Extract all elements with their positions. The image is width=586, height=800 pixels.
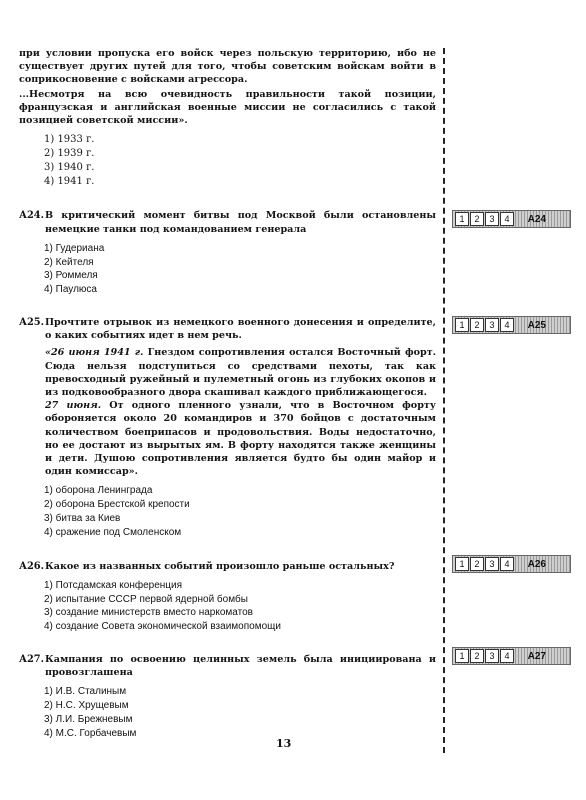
answer-cell[interactable]: 4	[500, 318, 514, 332]
answer-cell[interactable]: 1	[455, 318, 469, 332]
answer-cell[interactable]: 2	[470, 212, 484, 226]
answer-cell[interactable]: 2	[470, 649, 484, 663]
answer-cell[interactable]: 1	[455, 649, 469, 663]
option[interactable]: 2) испытание СССР первой ядерной бомбы	[44, 593, 248, 605]
question-options	[19, 242, 436, 297]
question-a27	[19, 653, 436, 741]
question-text: Какое из названных событий произошло раньше остальных?	[45, 560, 395, 572]
question-text: Прочтите отрывок из немецкого военного донесения и определите, о каких событиях идет в нем речь.	[45, 317, 436, 342]
question-a26	[19, 560, 436, 634]
option[interactable]: 2) Н.С. Хрущевым	[44, 700, 129, 712]
fragment-quote-text: ...Несмотря на всю очевидность правильности такой позиции, французская и английская военные миссии не согласились с такой позицией советской миссии».	[19, 88, 436, 127]
answer-box-a26[interactable]	[452, 555, 571, 573]
question-a24	[19, 209, 436, 297]
answer-box-a24[interactable]	[452, 210, 571, 228]
answer-cell[interactable]: 4	[500, 649, 514, 663]
fragment-intro-text: при условии пропуска его войск через польскую территорию, ибо не существует других путей для того, чтобы советским войскам войти в соприкосновение с войсками агрессора.	[19, 48, 436, 86]
answer-cell[interactable]: 1	[455, 212, 469, 226]
option[interactable]: 4) Паулюса	[44, 284, 97, 296]
option[interactable]: 4) сражение под Смоленском	[44, 526, 182, 538]
answer-cell[interactable]: 3	[485, 649, 499, 663]
option[interactable]: 1) Потсдамская конференция	[44, 579, 183, 591]
question-number: А26.	[19, 560, 45, 572]
page-number: 13	[276, 737, 292, 750]
option[interactable]: 1) Гудериана	[44, 242, 105, 254]
option[interactable]: 1) 1933 г.	[44, 134, 95, 146]
option[interactable]: 3) Л.И. Брежневым	[44, 714, 133, 726]
option[interactable]: 4) 1941 г.	[44, 175, 95, 187]
question-text: В критический момент битвы под Москвой были остановлены немецкие танки под командованием генерала	[45, 210, 436, 235]
answer-box-a25[interactable]	[452, 316, 571, 334]
option[interactable]: 3) Роммеля	[44, 270, 98, 282]
answer-cell[interactable]: 4	[500, 212, 514, 226]
page-content	[19, 47, 436, 741]
answer-box-label: А25	[527, 319, 546, 331]
question-options	[19, 579, 436, 634]
excerpt-text: От одного пленного узнали, что в Восточном форту обороняется около 20 командиров и 370 бойцов с достаточным количеством боеприпасов и продовольствия. Воды недостаточно, но ее достают из вырытых ям. В форту находятся также женщины и дети. Душою сопротивления является будто бы один майор и один комиссар».	[45, 400, 436, 478]
excerpt-text: Гнездом сопротивления остался Восточный форт. Сюда нельзя подступиться со средствами пехоты, так как превосходный ружейный и пулеметный огонь из глубоких окопов и из подковообразного двора скашивал каждого приближающегося.	[45, 347, 436, 399]
answer-box-label: А27	[527, 650, 546, 662]
option[interactable]: 2) Кейтеля	[44, 256, 94, 268]
excerpt-date: «26 июня 1941 г.	[45, 347, 144, 359]
question-a25	[19, 316, 436, 540]
question-number: А24.	[19, 210, 45, 222]
answer-box-a27[interactable]	[452, 647, 571, 665]
question-number: А27.	[19, 654, 45, 666]
previous-question-fragment	[19, 47, 436, 188]
dashed-margin-line	[443, 48, 445, 753]
option[interactable]: 2) оборона Брестской крепости	[44, 499, 190, 511]
option[interactable]: 4) М.С. Горбачевым	[44, 727, 137, 739]
answer-cell[interactable]: 4	[500, 557, 514, 571]
fragment-options	[19, 133, 436, 188]
question-options	[19, 484, 436, 539]
option[interactable]: 2) 1939 г.	[44, 148, 95, 160]
option[interactable]: 3) 1940 г.	[44, 161, 95, 173]
excerpt-date: 27 июня.	[45, 400, 102, 412]
answer-cell[interactable]: 3	[485, 318, 499, 332]
answer-box-label: А24	[527, 213, 546, 225]
document-excerpt	[45, 346, 436, 478]
answer-cell[interactable]: 1	[455, 557, 469, 571]
option[interactable]: 4) создание Совета экономической взаимопомощи	[44, 621, 281, 633]
option[interactable]: 1) И.В. Сталиным	[44, 686, 127, 698]
option[interactable]: 1) оборона Ленинграда	[44, 485, 153, 497]
answer-cell[interactable]: 3	[485, 212, 499, 226]
question-number: А25.	[19, 317, 45, 328]
question-text: Кампания по освоению целинных земель была инициирована и провозглашена	[45, 654, 436, 679]
option[interactable]: 3) битва за Киев	[44, 513, 121, 525]
question-options	[19, 685, 436, 740]
answer-box-label: А26	[527, 558, 546, 570]
option[interactable]: 3) создание министерств вместо наркоматов	[44, 607, 253, 619]
answer-cell[interactable]: 3	[485, 557, 499, 571]
answer-cell[interactable]: 2	[470, 557, 484, 571]
answer-cell[interactable]: 2	[470, 318, 484, 332]
